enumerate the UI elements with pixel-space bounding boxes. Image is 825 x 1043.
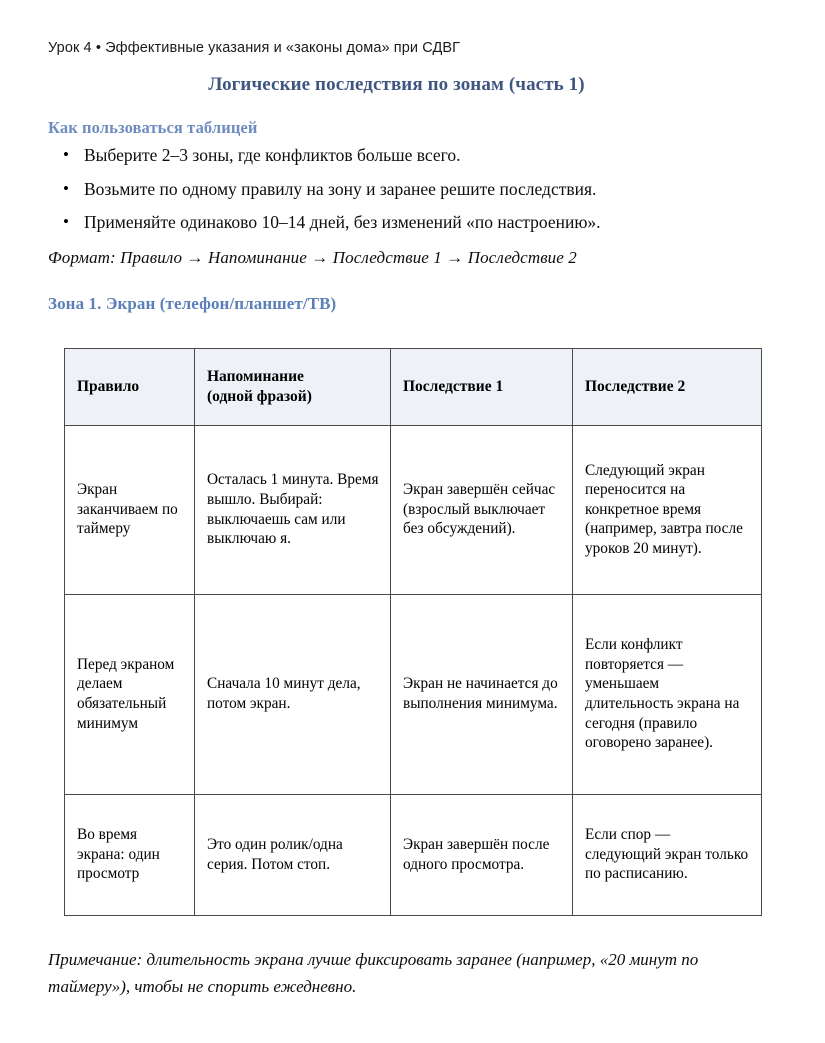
cell-consequence-2: Если спор — следующий экран только по расписанию. [573, 794, 762, 915]
column-header-rule: Правило [65, 348, 195, 425]
table-header-row [65, 348, 762, 425]
cell-reminder: Сначала 10 минут дела, потом экран. [195, 594, 391, 794]
list-item: • Возьмите по одному правилу на зону и заранее решите последствия. [46, 181, 763, 199]
cell-rule: Экран заканчиваем по таймеру [65, 425, 195, 594]
page-title: Логические последствия по зонам (часть 1) [208, 74, 585, 95]
zone-consequences-table [64, 348, 762, 916]
footnote: Примечание: длительность экрана лучше фиксировать заранее (например, «20 минут по таймеру»), чтобы не спорить ежедневно. [48, 949, 699, 997]
cell-reminder: Осталась 1 минута. Время вышло. Выбирай: выключаешь сам или выключаю я. [195, 425, 391, 594]
table-row [65, 425, 762, 594]
zone-heading: Зона 1. Экран (телефон/планшет/ТВ) [48, 293, 337, 313]
cell-rule: Во время экрана: один просмотр [65, 794, 195, 915]
table-body [65, 425, 762, 915]
column-header-consequence-2: Последствие 2 [573, 348, 762, 425]
column-header-consequence-1: Последствие 1 [391, 348, 573, 425]
breadcrumb: Урок 4 • Эффективные указания и «законы дома» при СДВГ [48, 40, 461, 56]
column-header-reminder-line2: (одной фразой) [207, 387, 312, 405]
list-item: • Применяйте одинаково 10–14 дней, без изменений «по настроению». [46, 214, 763, 232]
howto-bullet-list [46, 147, 763, 232]
cell-consequence-1: Экран завершён сейчас (взрослый выключает без обсуждений). [391, 425, 573, 594]
cell-consequence-2: Если конфликт повторяется — уменьшаем длительность экрана на сегодня (правило оговорено заранее). [573, 594, 762, 794]
cell-rule: Перед экраном делаем обязательный минимум [65, 594, 195, 794]
section-heading-howto: Как пользоваться таблицей [48, 118, 258, 137]
format-line: Формат: Правило → Напоминание → Последствие 1 → Последствие 2 [48, 247, 577, 267]
list-item: • Выберите 2–3 зоны, где конфликтов больше всего. [46, 147, 763, 165]
table-row [65, 594, 762, 794]
column-header-reminder-line1: Напоминание [207, 367, 304, 385]
table-row [65, 794, 762, 915]
cell-reminder: Это один ролик/одна серия. Потом стоп. [195, 794, 391, 915]
table-header [65, 348, 762, 425]
cell-consequence-1: Экран завершён после одного просмотра. [391, 794, 573, 915]
column-header-reminder [195, 348, 391, 425]
cell-consequence-2: Следующий экран переносится на конкретное время (например, завтра после уроков 20 минут). [573, 425, 762, 594]
cell-consequence-1: Экран не начинается до выполнения минимума. [391, 594, 573, 794]
